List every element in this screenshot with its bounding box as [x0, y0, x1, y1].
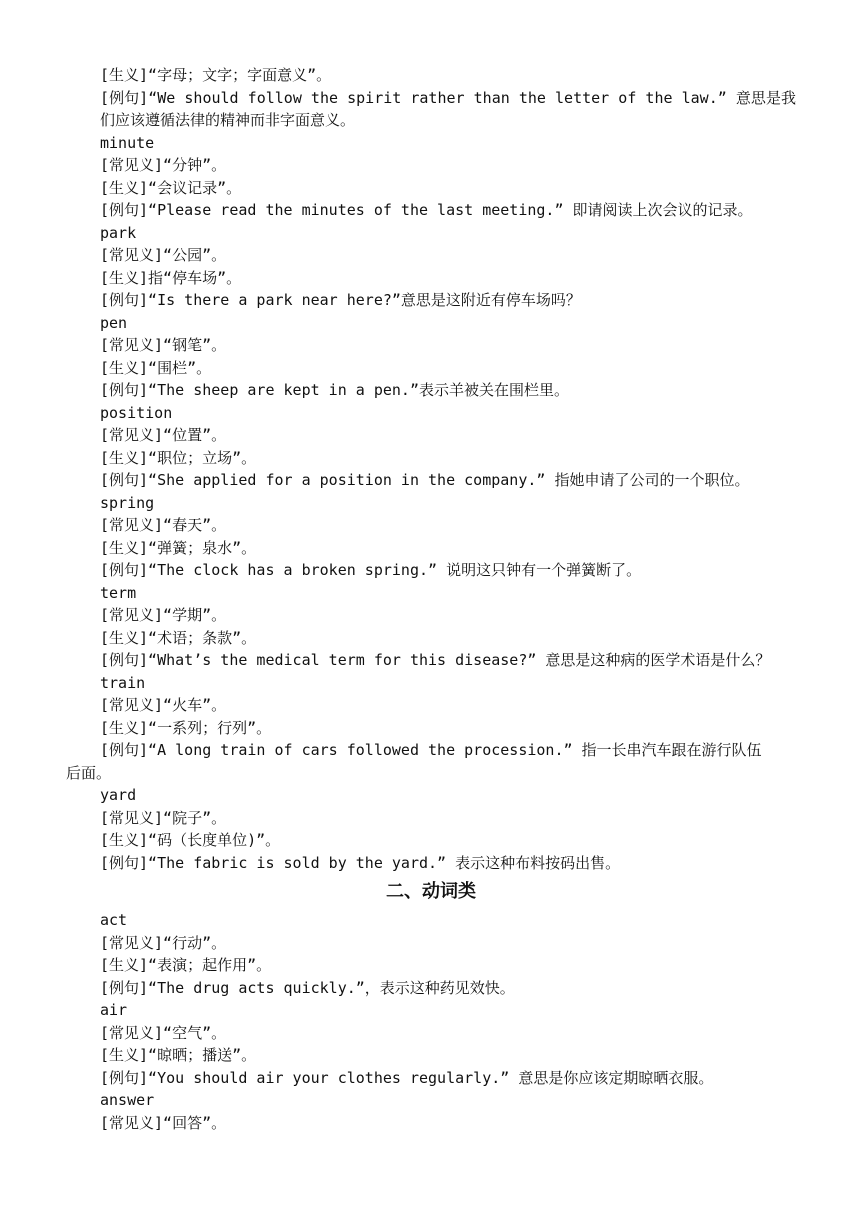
entry-example: [例句]“Please read the minutes of the last meeting.” 即请阅读上次会议的记录。: [100, 201, 753, 219]
entry-common-meaning: [常见义]“火车”。: [100, 696, 227, 714]
entry-common-meaning: [常见义]“学期”。: [100, 606, 227, 624]
entry-word-air: air: [100, 1001, 128, 1019]
entry-derived-meaning: [生义]“围栏”。: [100, 358, 212, 377]
entry-common-meaning: [常见义]“行动”。: [100, 933, 227, 952]
entry-word-answer: answer: [100, 1091, 155, 1109]
entry-example-continuation: 后面。: [66, 763, 112, 782]
entry-word-pen: pen: [100, 313, 128, 332]
entry-derived-meaning: [生义]指“停车场”。: [100, 268, 242, 287]
entry-word-act: act: [100, 911, 128, 929]
entry-example: [例句]“The sheep are kept in a pen.”表示羊被关在围栏里。: [100, 381, 569, 399]
entry-word-park: park: [100, 223, 137, 242]
entry-example: [例句]“She applied for a position in the company.” 指她申请了公司的一个职位。: [100, 471, 750, 489]
document-body: [66, 64, 796, 1134]
entry-example: [例句]“Is there a park near here?”意思是这附近有停车场吗？: [100, 291, 581, 309]
entry-word-spring: spring: [100, 493, 155, 512]
entry-derived-meaning: [生义]“晾晒；播送”。: [100, 1046, 257, 1064]
entry-word-minute: minute: [100, 133, 155, 152]
entry-example: [例句]“The fabric is sold by the yard.” 表示这种布料按码出售。: [100, 853, 621, 872]
entry-common-meaning: [常见义]“回答”。: [100, 1113, 227, 1132]
entry-common-meaning: [常见义]“院子”。: [100, 808, 227, 827]
entry-example: [例句]“What’s the medical term for this disease?” 意思是这种病的医学术语是什么？: [100, 651, 771, 669]
entry-derived-meaning: [生义]“会议记录”。: [100, 178, 242, 197]
entry-derived-meaning: [生义]“弹簧；泉水”。: [100, 538, 257, 557]
letter-example: [例句]“We should follow the spirit rather than the letter of the law.” 意思是我们应该遵循法律的精神而非字面意义。: [100, 88, 796, 129]
entry-common-meaning: [常见义]“位置”。: [100, 426, 227, 444]
entry-example: [例句]“A long train of cars followed the procession.” 指一长串汽车跟在游行队伍: [100, 741, 762, 759]
entry-word-term: term: [100, 583, 137, 602]
entry-common-meaning: [常见义]“空气”。: [100, 1023, 227, 1042]
entry-common-meaning: [常见义]“公园”。: [100, 246, 227, 264]
entry-common-meaning: [常见义]“分钟”。: [100, 156, 227, 174]
letter-derived-meaning: [生义]“字母；文字；字面意义”。: [100, 66, 332, 84]
entry-derived-meaning: [生义]“职位；立场”。: [100, 448, 257, 467]
entry-word-position: position: [100, 403, 173, 422]
entry-example: [例句]“The clock has a broken spring.” 说明这只钟有一个弹簧断了。: [100, 561, 642, 579]
entry-derived-meaning: [生义]“码（长度单位)”。: [100, 831, 281, 849]
entry-derived-meaning: [生义]“术语；条款”。: [100, 628, 257, 647]
section-heading-verbs: 二、动词类: [386, 881, 476, 902]
entry-word-train: train: [100, 673, 146, 692]
entry-common-meaning: [常见义]“春天”。: [100, 516, 227, 534]
entry-example: [例句]“You should air your clothes regularly.” 意思是你应该定期晾晒衣服。: [100, 1068, 714, 1087]
entry-derived-meaning: [生义]“表演；起作用”。: [100, 956, 272, 974]
entry-common-meaning: [常见义]“钢笔”。: [100, 336, 227, 354]
entry-derived-meaning: [生义]“一系列；行列”。: [100, 718, 272, 737]
entry-example: [例句]“The drug acts quickly.”，表示这种药见效快。: [100, 978, 515, 997]
entry-word-yard: yard: [100, 786, 137, 804]
